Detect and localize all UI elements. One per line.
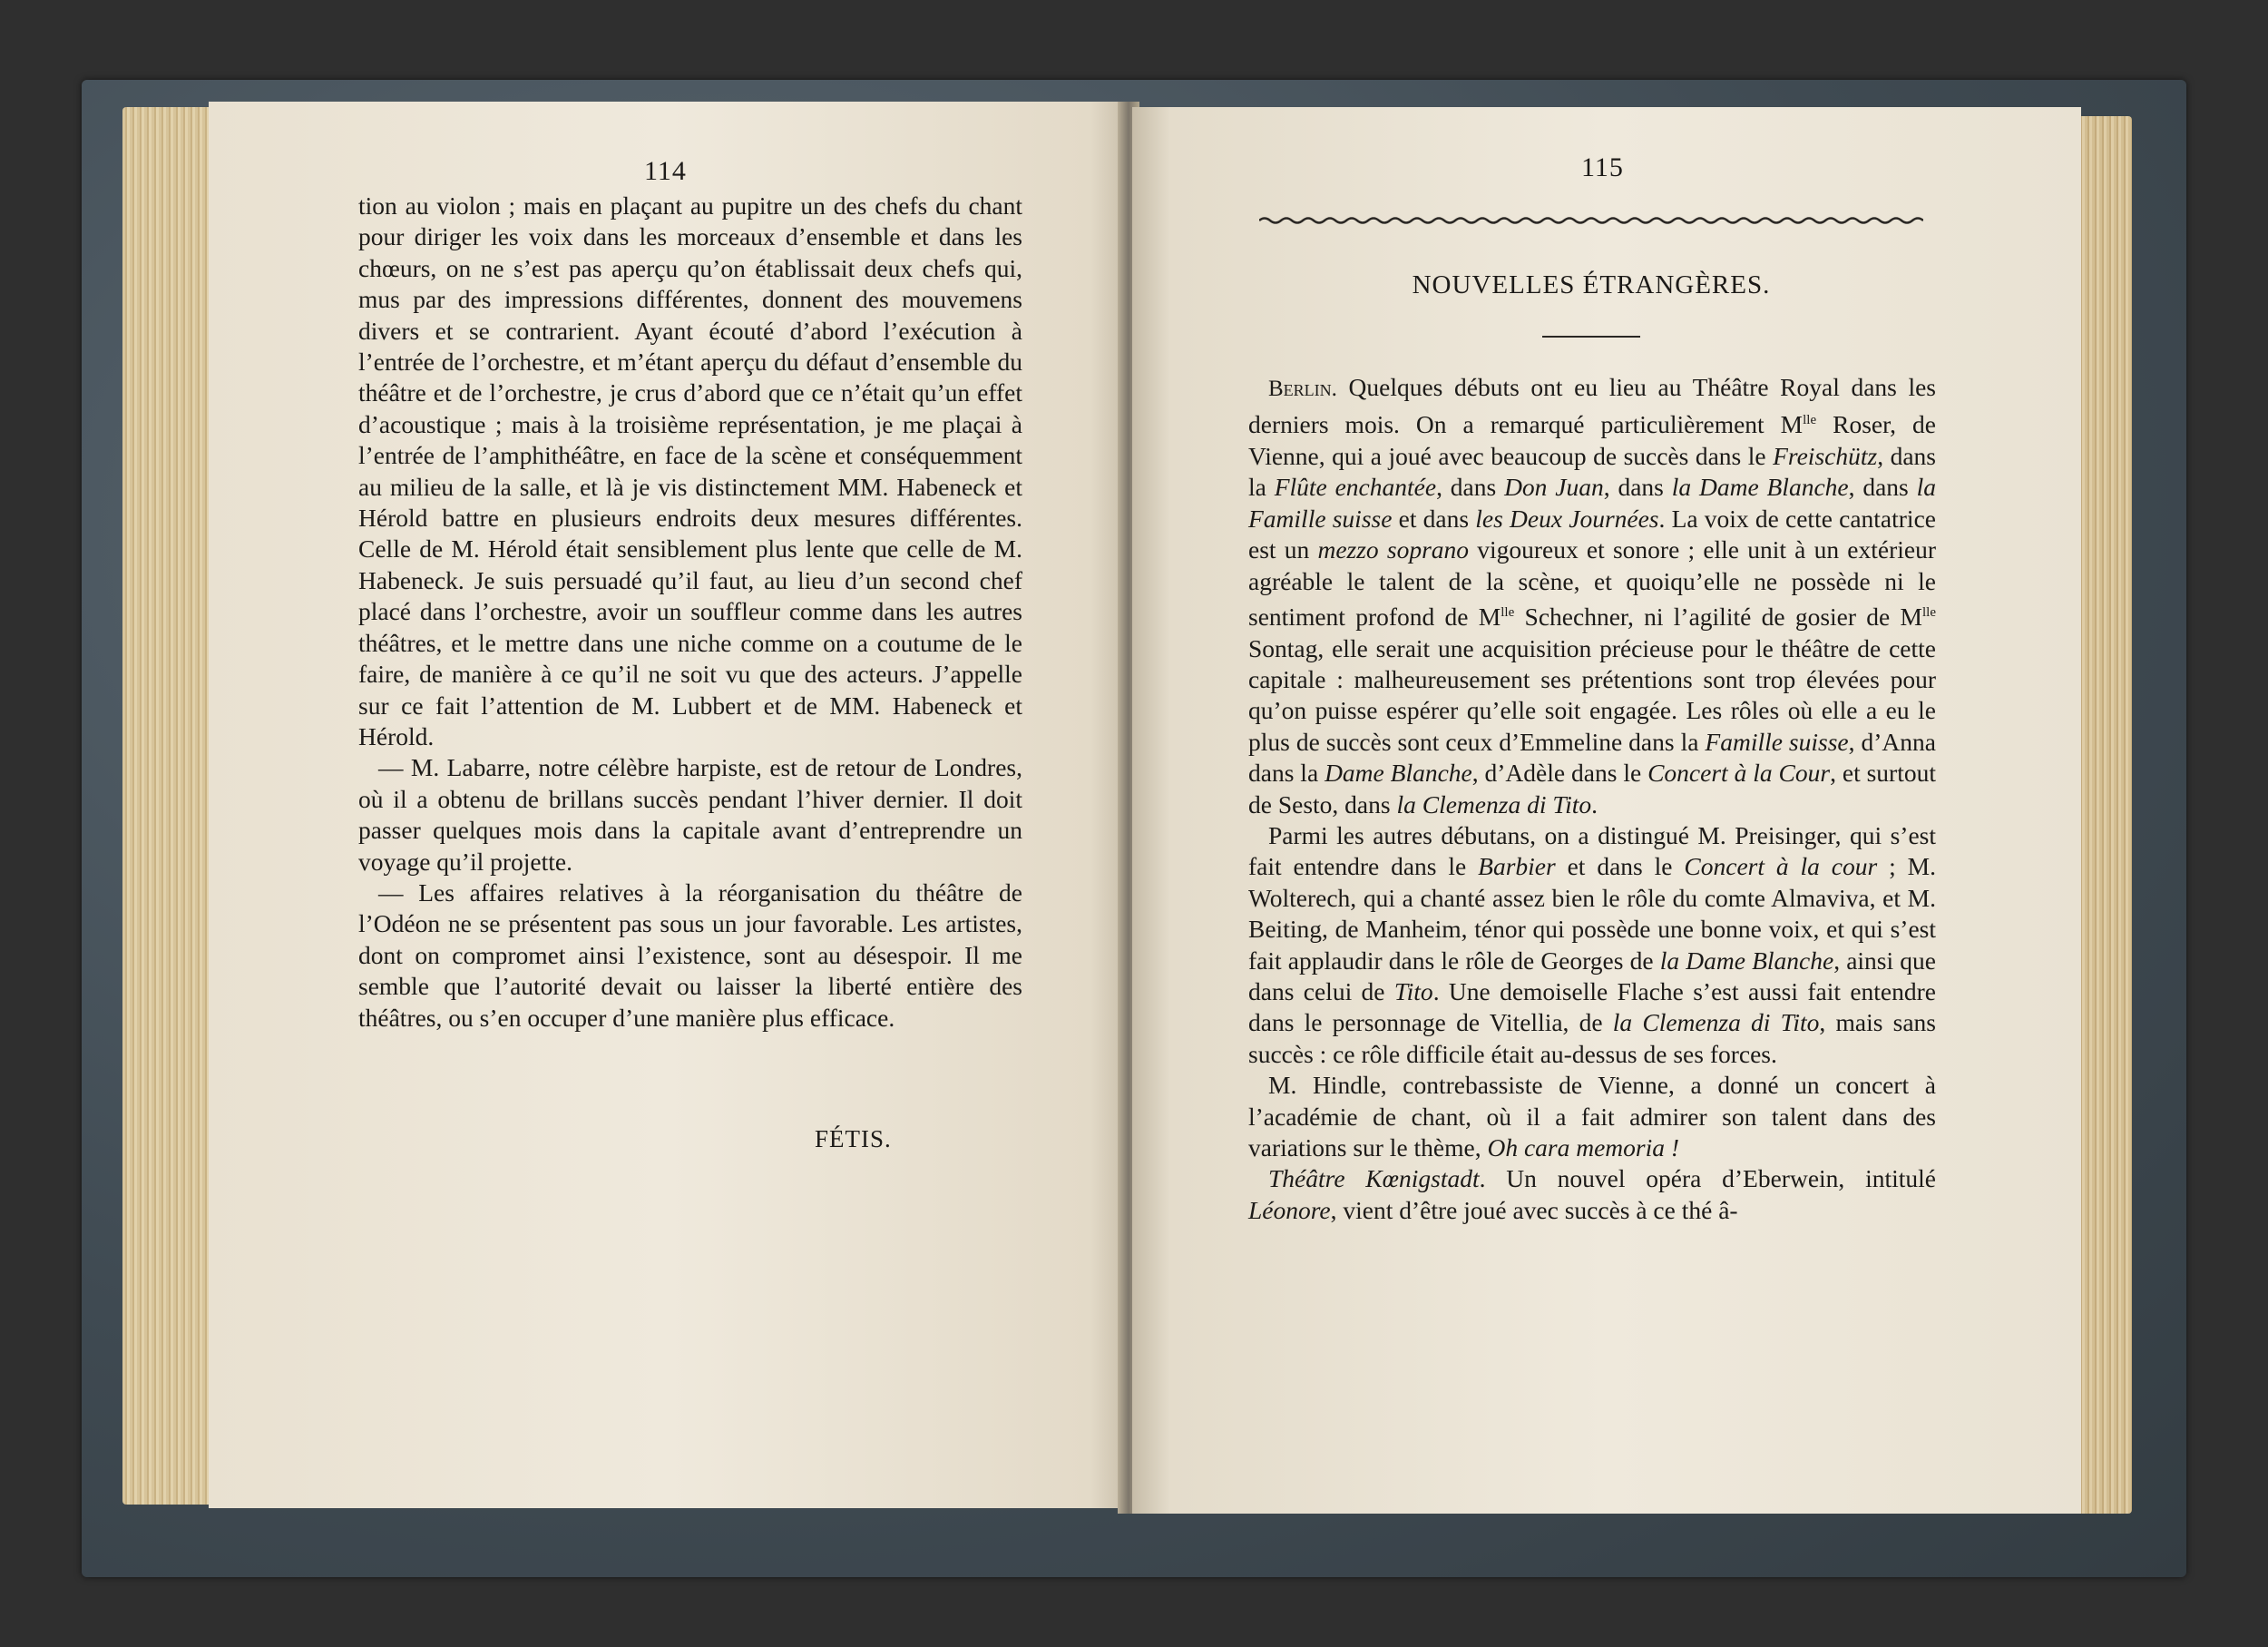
text-run: , dans [1603,473,1672,502]
work-title: Flûte enchantée [1274,473,1437,502]
work-title: Tito [1393,977,1433,1006]
work-title: Barbier [1478,852,1556,881]
italic-term: mezzo soprano [1317,535,1470,564]
paragraph: — Les affaires relatives à la réorganisation du théâtre de l’Odéon ne se présentent pas sous un jour favorable. Les artistes, dont on compromet ainsi l’existence, sont au désespoir. Il me semble que l’autorité devait ou laisser la liberté entière des théâtres, ou s’en occuper d’une manière plus efficace. [358,877,1022,1032]
text-run: M. Hindle, contrebassiste de Vienne, a donné un concert à l’académie de chant, où il a fait admirer son talent dans des variations sur le thème, [1248,1071,1936,1162]
work-title: la Dame Blanche [1671,473,1849,502]
work-title: les Deux Journées [1475,504,1659,533]
right-page-body [1248,372,1936,1226]
text-run: , dans [1848,473,1917,502]
page-edges-left [122,107,213,1505]
page-edges-right [2077,116,2132,1514]
paragraph [1248,1070,1936,1163]
text-run: . Une demoiselle Flache s’est aussi fait entendre dans le personnage de Vitellia, de [1248,977,1937,1037]
work-title: la Clemenza di Tito [1612,1008,1820,1037]
city-lead: Berlin. [1268,377,1337,401]
paragraph [1248,372,1936,820]
text-run: Sontag, elle serait une acquisition précieuse pour le théâtre de cette capitale : malheureusement ses prétentions sont trop élevées pour qu’on puisse espérer qu’elle soit engagée. Les rôles où elle a eu le plus de succès sont ceux d’Emmeline dans la [1248,633,1936,756]
text-run: , ainsi que dans celui de [1248,946,1936,1006]
work-title: Concert à la cour [1684,852,1878,881]
work-title: Concert à la Cour [1647,759,1831,788]
paragraph: — M. Labarre, notre célèbre harpiste, est de retour de Londres, où il a obtenu de brillans succès pendant l’hiver dernier. Il doit passer quelques mois dans la capitale avant d’entreprendre un voyage qu’il projette. [358,753,1022,876]
text-run: , et surtout de Sesto, dans [1248,759,1936,819]
text-run: et dans le [1555,852,1685,881]
work-title: la Dame Blanche [1659,946,1834,975]
page-number: 114 [644,156,687,186]
paragraph [1248,820,1936,1070]
text-run: , dans [1436,473,1505,502]
text-run: . [1591,789,1598,819]
text-run: , dans la [1248,441,1936,502]
text-run: , d’Anna dans la [1248,727,1936,788]
text-run: , d’Adèle dans le [1471,759,1648,788]
work-title: Famille suisse [1705,727,1849,756]
paragraph: tion au violon ; mais en plaçant au pupitre un des chefs du chant pour diriger les voix dans les morceaux d’ensemble et dans les chœurs, on ne s’est pas aperçu qu’on établissait deux chefs qui, mus par des impressions différentes, donnent des mouvemens divers et se contrarient. Ayant écouté d’abord l’exécution à l’entrée de l’orchestre, et m’étant aperçu du défaut d’ensemble du théâtre et de l’orchestre, je crus d’abord que ce n’était qu’un effet d’acoustique ; mais à la troisième représentation, je me plaçai à l’entrée de l’amphithéâtre, en face de la scène et conséquemment au milieu de la salle, et là je vis distinctement MM. Habeneck et Hérold battre en plusieurs endroits deux mesures différentes. Celle de M. Hérold était sensiblement plus lente que celle de M. Habeneck. Je suis persuadé qu’il faut, au lieu d’un second chef placé dans l’orchestre, avoir un souffleur comme dans les autres théâtres, et le mettre dans une niche comme on a coutume de le faire, de manière à ce qu’il ne soit vu que des acteurs. J’appelle sur ce fait l’attention de M. Lubbert et de MM. Habeneck et Hérold. [358,191,1022,750]
work-title: Don Juan [1504,473,1604,502]
decorative-rule [1259,216,1923,225]
section-heading: NOUVELLES ÉTRANGÈRES. [1412,270,1771,299]
text-run: vigoureux et sonore ; elle unit à un extérieur agréable le talent de la scène, et quoiqu’elle ne possède ni le sentiment profond de M [1248,535,1936,632]
text-run: , mais sans succès : ce rôle difficile était au-dessus de ses forces. [1248,1008,1936,1068]
text-run: et dans [1392,504,1476,533]
left-page-body [358,191,1022,1034]
work-title: Dame Blanche [1325,759,1472,788]
work-title: la Clemenza di Tito [1396,789,1592,819]
paragraph [1248,1163,1936,1226]
text-run: Schechner, ni l’agilité de gosier de M [1514,603,1922,632]
text-run: Roser, de Vienne, qui a joué avec beaucoup de succès dans le [1248,410,1936,470]
signature: FÉTIS. [815,1125,892,1152]
page-number: 115 [1581,152,1624,182]
work-title: Oh cara memoria ! [1487,1133,1680,1162]
work-title: Léonore [1248,1195,1331,1224]
work-title: Freischütz [1773,441,1878,470]
theatre-name: Théâtre Kœnigstadt [1268,1164,1480,1193]
abbrev-sup: lle [1501,605,1515,620]
text-run: ; M. Wolterech, qui a chanté assez bien le rôle du comte Almaviva, et M. Beiting, de Manheim, ténor qui possède une bonne voix, et qui s’est fait applaudir dans le rôle de Georges de [1248,852,1936,975]
text-run: . Un nouvel opéra d’Eberwein, intitulé [1479,1164,1936,1193]
text-run: Parmi les autres débutans, on a distingué M. Preisinger, qui s’est fait entendre dans le [1248,821,1936,881]
left-page [209,102,1127,1508]
abbrev-sup: lle [1922,605,1936,620]
right-page [1132,107,2081,1514]
abbrev-sup: lle [1803,413,1817,428]
text-run: Quelques débuts ont eu lieu au Théâtre Royal dans les derniers mois. On a remarqué particulièrement M [1248,373,1936,439]
heading-rule [1542,336,1640,338]
text-run: . La voix de cette cantatrice est un [1248,504,1936,564]
work-title: la Famille suisse [1248,473,1936,533]
text-run: , vient d’être joué avec succès à ce thé â- [1330,1195,1738,1224]
